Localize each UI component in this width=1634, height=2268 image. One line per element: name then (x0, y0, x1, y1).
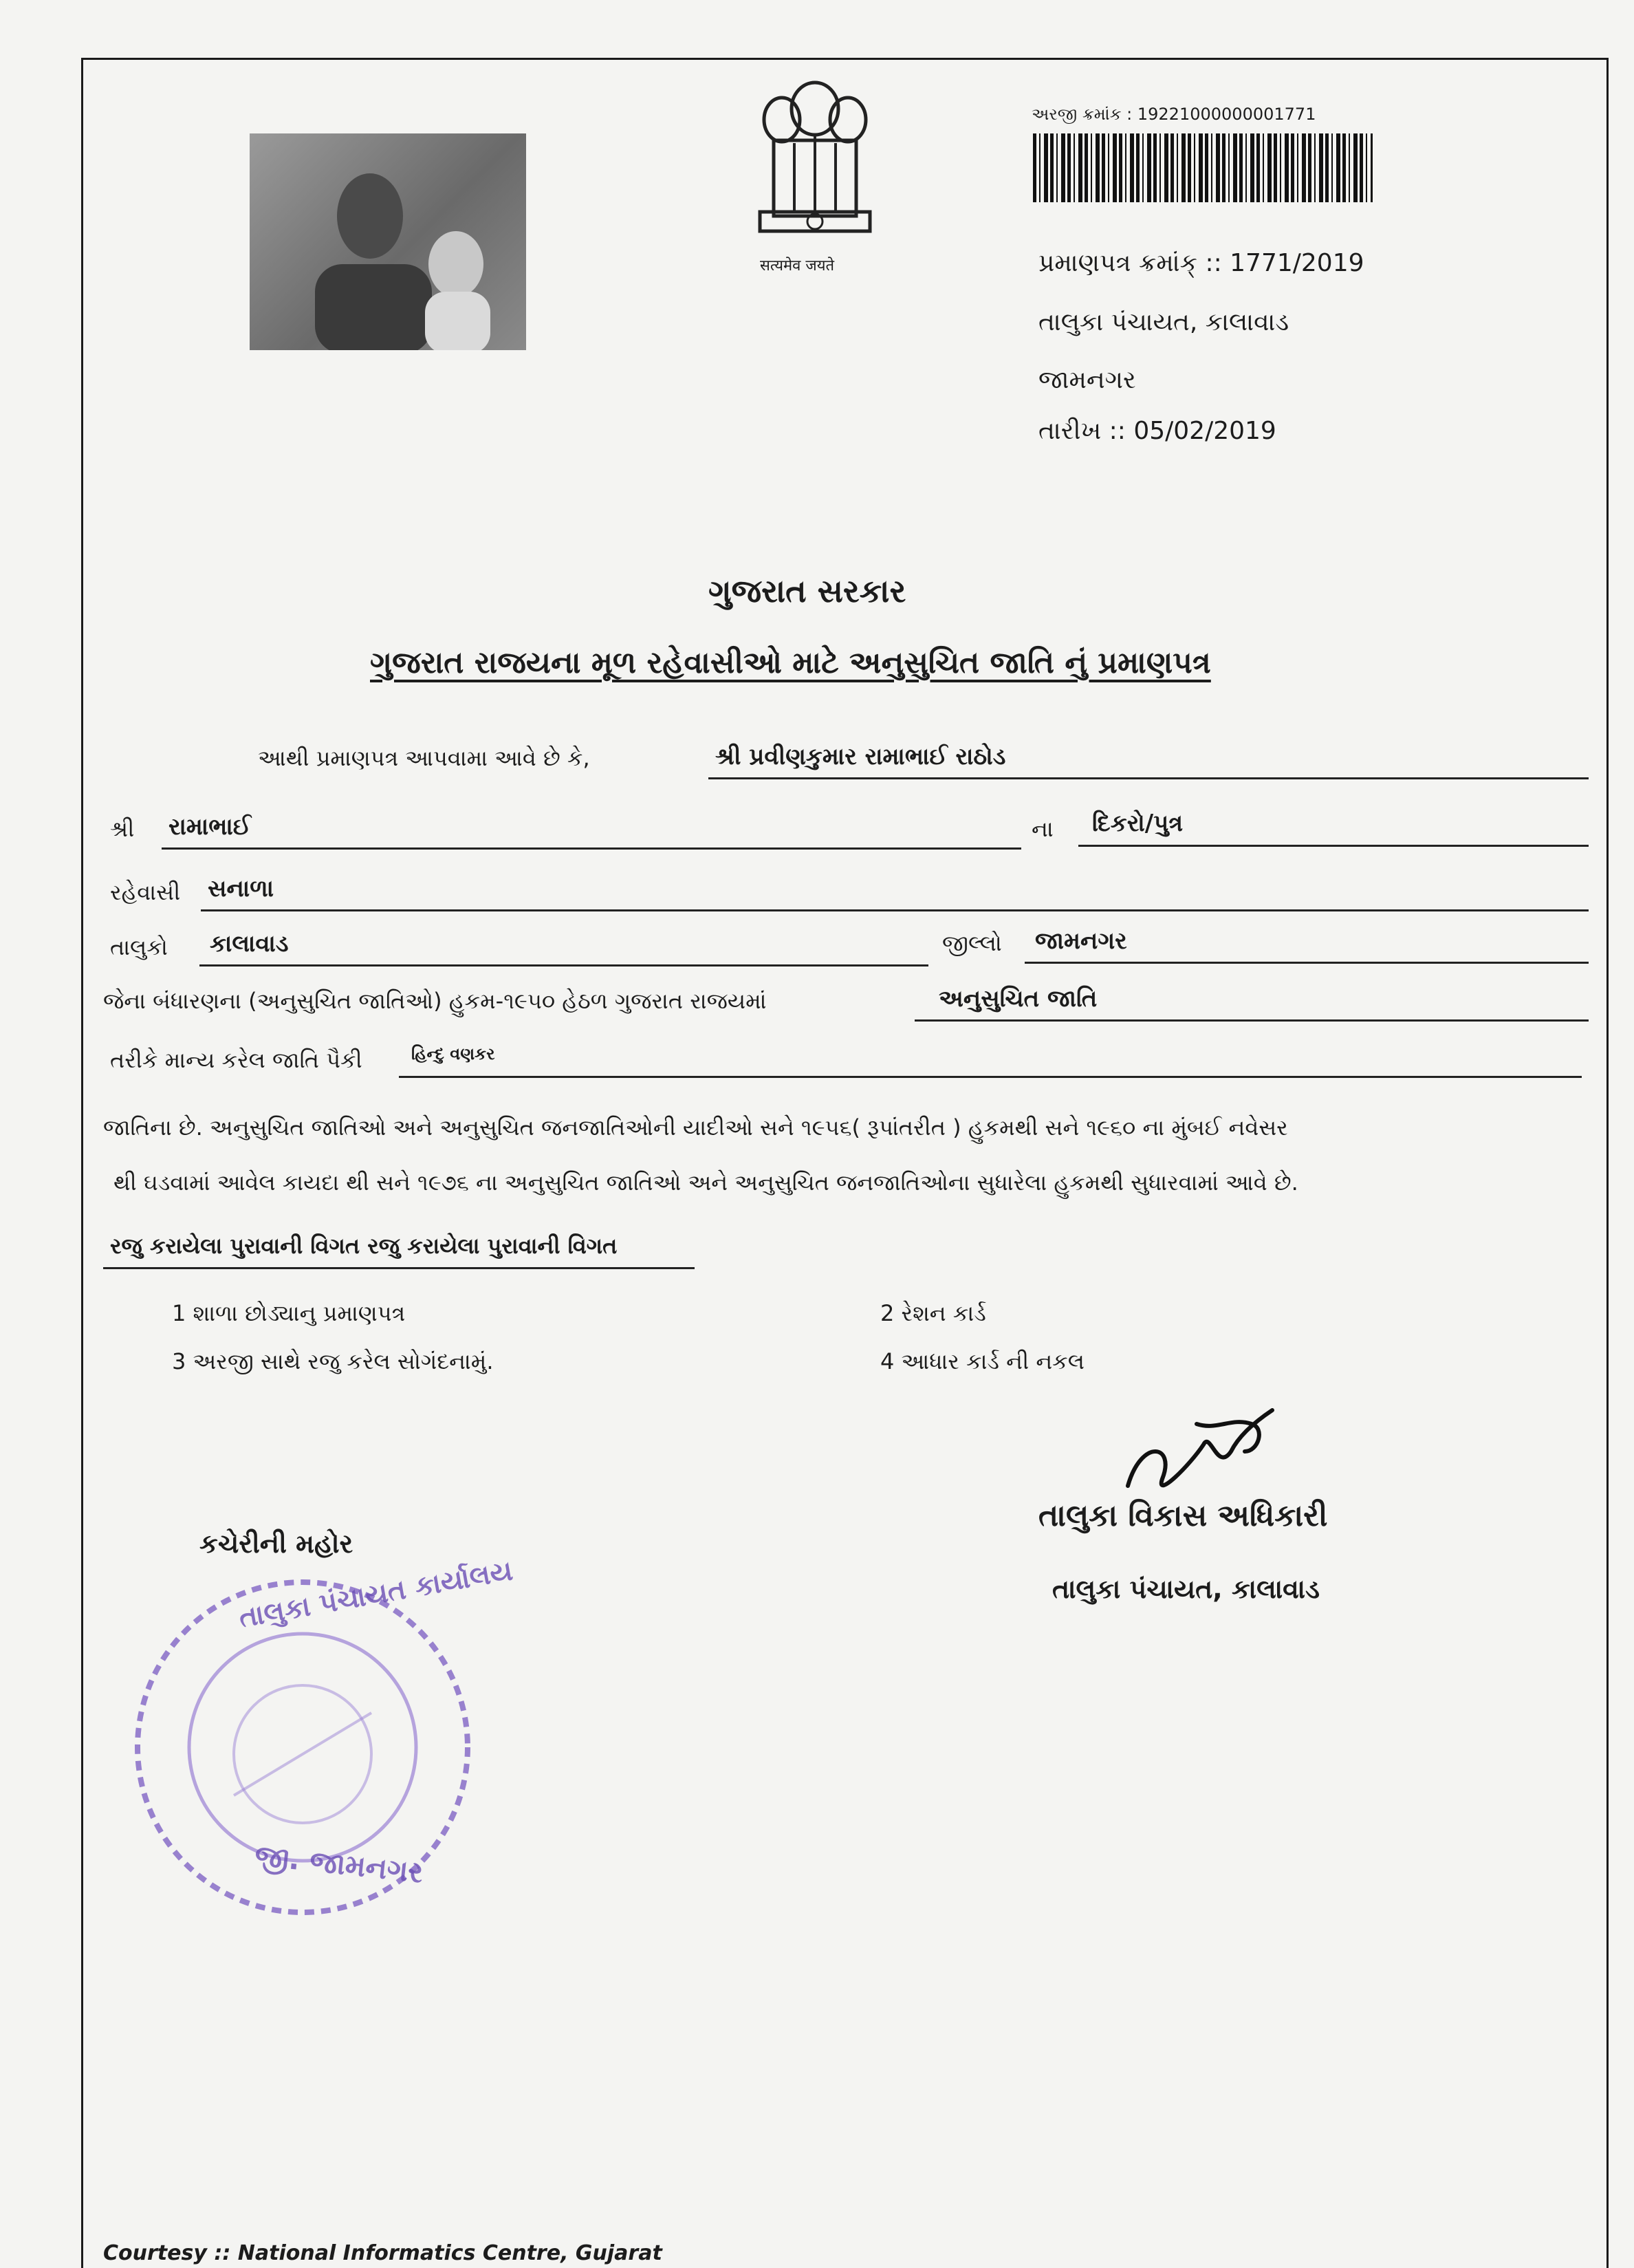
emblem-motto: सत्यमेव जयते (760, 257, 835, 274)
certificate-border (81, 58, 1609, 2268)
office-seal-label: કચેરીની મહોર (199, 1529, 353, 1559)
taluka-line (199, 964, 928, 966)
district-label: જીલ્લો (942, 930, 1002, 956)
issuing-office: તાલુકા પંચાયત, કાલાવાડ (1038, 308, 1289, 336)
caste: હિન્દુ વણકર (411, 1044, 495, 1063)
category: અનુસુચિત જાતિ (939, 985, 1098, 1013)
barcode (1033, 133, 1373, 202)
village-line (201, 909, 1589, 911)
seal-place: જી. જામનગર (253, 1838, 425, 1890)
shri-label: શ્રી (110, 816, 135, 842)
taluka-label: તાલુકો (110, 934, 168, 960)
evidence-item-2: 2 રેશન કાર્ડ (880, 1300, 986, 1326)
certificate-title: ગુજરાત રાજયના મૂળ રહેવાસીઓ માટે અનુસુચિત જાતિ નું પ્રમાણપત્ર (370, 645, 1211, 680)
evidence-item-4: 4 આધાર કાર્ડ ની નકલ (880, 1348, 1085, 1374)
relation: દિકરો/પુત્ર (1092, 810, 1184, 837)
intro-label: આથી પ્રમાણપત્ર આપવામા આવે છે કે, (258, 745, 590, 771)
signatory-office: તાલુકા પંચાયત, કાલાવાડ (1052, 1574, 1320, 1604)
caste-line (399, 1076, 1582, 1078)
signature (1114, 1383, 1293, 1509)
government-heading: ગુજરાત સરકાર (708, 572, 906, 609)
district-line (1025, 962, 1589, 964)
category-line (915, 1019, 1589, 1022)
district: જામનગર (1035, 927, 1127, 955)
certificate-number: પ્રમાણપત્ર ક્રમાંક્ :: 1771/2019 (1038, 249, 1364, 277)
paragraph-line-2: થી ઘડવામાં આવેલ કાયદા થી સને ૧૯૭૬ ના અનુસુચિત જાતિઓ અને અનુસુચિત જનજાતિઓના સુધારેલા હુકમથી સુધારવામાં આવે છે. (113, 1169, 1298, 1196)
taluka: કાલાવાડ (210, 930, 289, 958)
father-name: રામાભાઈ (168, 813, 252, 841)
seal-text: તાલુકા પંચાયત કાર્યાલય (237, 1555, 516, 1634)
footer-courtesy: Courtesy :: National Informatics Centre, Gujarat (103, 2241, 662, 2265)
signatory-title: તાલુકા વિકાસ અધિકારી (1038, 1498, 1328, 1533)
paragraph-line-1: જાતિના છે. અનુસુચિત જાતિઓ અને અનુસુચિત જનજાતિઓની યાદીઓ સને ૧૯૫૬( રૂપાંતરીત ) હુકમથી સને ૧૯૬૦ ના મુંબઈ નવેસર (103, 1114, 1288, 1141)
of-label: ના (1032, 816, 1054, 842)
holder-name-line (708, 777, 1589, 779)
evidence-item-1: 1 શાળા છોડ્યાનુ પ્રમાણપત્ર (172, 1300, 406, 1326)
national-emblem (746, 74, 884, 260)
application-number: અરજી ક્રમાંક : 19221000000001771 (1032, 105, 1316, 124)
district-header: જામનગર (1038, 366, 1136, 394)
relation-line (1078, 845, 1589, 847)
issue-date: તારીખ :: 05/02/2019 (1038, 417, 1276, 445)
order-label: જેના બંધારણના (અનુસુચિત જાતિઓ) હુકમ-૧૯૫૦ હેઠળ ગુજરાત રાજયમાં (103, 988, 767, 1014)
village: સનાળા (208, 875, 274, 903)
recognized-label: તરીકે માન્ય કરેલ જાતિ પૈકી (110, 1047, 362, 1073)
applicant-photo (250, 133, 526, 350)
evidence-item-3: 3 અરજી સાથે રજુ કરેલ સોગંદનામું. (172, 1348, 494, 1374)
resident-label: રહેવાસી (110, 879, 181, 905)
holder-name: શ્રી પ્રવીણકુમાર રામાભાઈ રાઠોડ (715, 743, 1006, 770)
father-name-line (162, 847, 1021, 850)
evidence-heading-line (103, 1267, 695, 1269)
evidence-heading: રજુ કરાયેલા પુરાવાની વિગત રજુ કરાયેલા પુરાવાની વિગત (110, 1233, 618, 1259)
